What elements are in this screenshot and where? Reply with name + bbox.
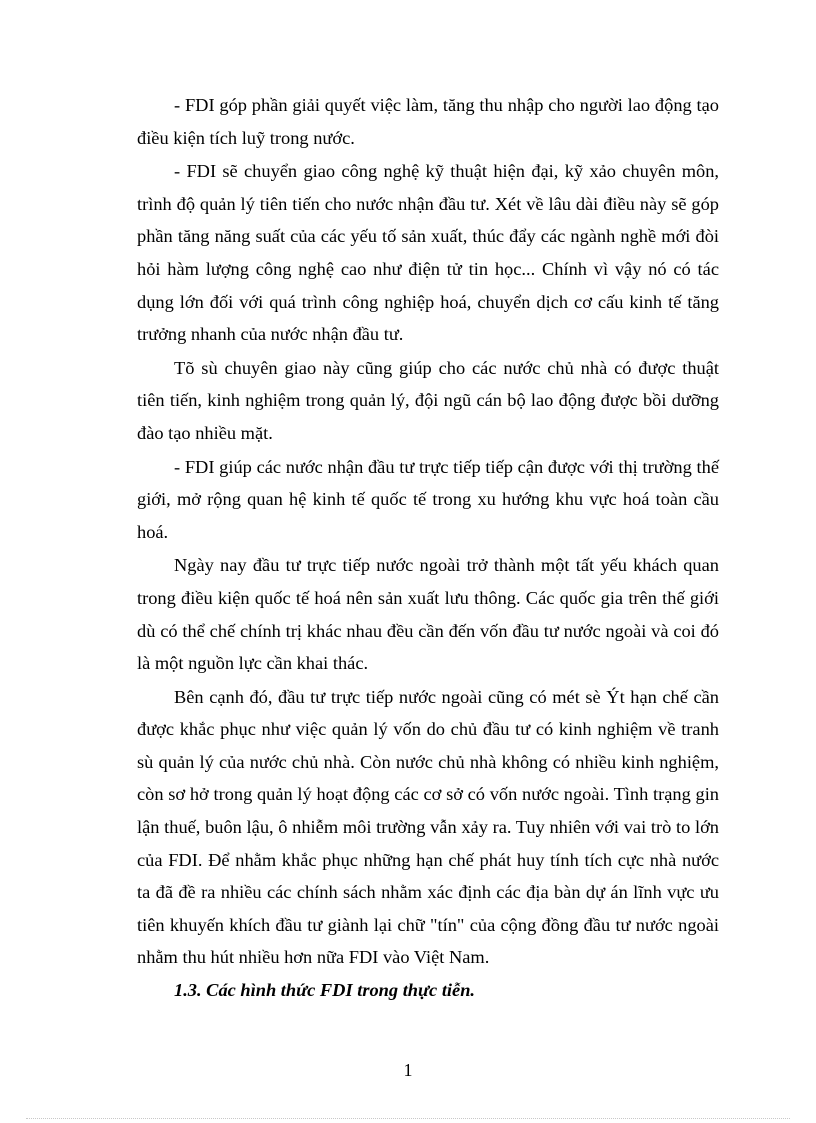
paragraph-fdi-technology-transfer: - FDI sẽ chuyển giao công nghệ kỹ thuật hiện đại, kỹ xảo chuyên môn, trình độ quản lý tiên tiến cho nước nhận đầu tư. Xét về lâu dài điều này sẽ góp phần tăng năng suất của các yếu tố sản xuất, thúc đẩy các ngành nghề mới đòi hỏi hàm lượng công nghệ cao như điện tử tin học... Chính vì vậy nó có tác dụng lớn đối với quá trình công nghiệp hoá, chuyển dịch cơ cấu kinh tế tăng trưởng nhanh của nước nhận đầu tư. <box>137 161 719 345</box>
paragraph-fdi-market-access: - FDI giúp các nước nhận đầu tư trực tiếp tiếp cận được với thị trường thế giới, mở rộng quan hệ kinh tế quốc tế trong xu hướng khu vực hoá toàn cầu hoá. <box>137 456 719 542</box>
section-heading: 1.3. Các hình thức FDI trong thực tiễn. <box>174 980 476 1001</box>
paragraph-fdi-limitations: Bên cạnh đó, đầu tư trực tiếp nước ngoài cũng có mét sè Ýt hạn chế cần được khắc phục như việc quản lý vốn do chủ đầu tư có kinh nghiệm về tranh sù quản lý của nước chủ nhà. Còn nước chủ nhà không có nhiều kinh nghiệm, còn sơ hở trong quản lý hoạt động các cơ sở có vốn nước ngoài. Tình trạng gin lận thuế, buôn lậu, ô nhiễm môi trường vẫn xảy ra. Tuy nhiên với vai trò to lớn của FDI. Để nhằm khắc phục những hạn chế phát huy tính tích cực nhà nước ta đã đề ra nhiều các chính sách nhằm xác định các địa bàn dự án lĩnh vực ưu tiên khuyến khích đầu tư giành lại chữ "tín" của cộng đồng đầu tư nước ngoài nhằm thu hút nhiều hơn nữa FDI vào Việt Nam. <box>137 686 719 968</box>
paragraph-technology-benefits: Tõ sù chuyên giao này cũng giúp cho các nước chủ nhà có được thuật tiên tiến, kinh nghiệm trong quản lý, đội ngũ cán bộ lao động được bồi dưỡng đào tạo nhiều mặt. <box>137 357 719 443</box>
paragraph-fdi-employment: - FDI góp phần giải quyết việc làm, tăng thu nhập cho người lao động tạo điều kiện tích luỹ trong nước. <box>137 95 719 148</box>
page-number: 1 <box>403 1060 413 1080</box>
paragraph-fdi-objective-trend: Ngày nay đầu tư trực tiếp nước ngoài trở thành một tất yếu khách quan trong điều kiện quốc tế hoá nên sản xuất lưu thông. Các quốc gia trên thế giới dù có thể chế chính trị khác nhau đều cần đến vốn đầu tư nước ngoài và coi đó là một nguồn lực cần khai thác. <box>137 555 719 674</box>
document-body <box>137 89 719 1007</box>
page-bottom-divider <box>26 1118 790 1119</box>
